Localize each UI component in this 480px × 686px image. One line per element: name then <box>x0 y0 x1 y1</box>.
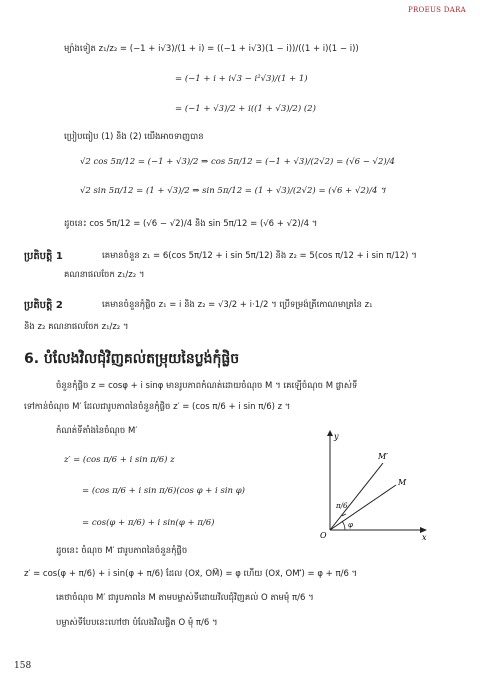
text-line: z′ = cos(φ + π/6) + i sin(φ + π/6) ដែល (Ox⃗, OM⃗) = φ ហើយ (Ox⃗, OM′⃗) = φ + π/6 ។ <box>24 569 358 579</box>
angle-label: π/6 <box>336 502 348 510</box>
x-label: x <box>422 533 427 540</box>
page-number: 158 <box>14 661 32 671</box>
text-line: ដូចនេះ ចំណុច M′ ជារូបភាពនៃចំនួនកុំផ្លិច <box>56 546 188 556</box>
text-line: ម្យ៉ាងទៀត z₁/z₂ = (−1 + i√3)/(1 + i) = ((−1 + i√3)(1 − i))/((1 + i)(1 − i)) <box>64 44 359 54</box>
text-line: បម្លាស់ទីបែបនេះហៅថា បំលែងវិលផ្ចិត O មុំ π/6 ។ <box>56 618 218 628</box>
text-line: ប្រៀបធៀប (1) និង (2) យើងអាចទាញបាន <box>64 132 204 142</box>
section-heading: 6. បំលែងវិលជុំវិញគល់តម្រុយនៃប្លង់កុំផ្លិច <box>24 351 240 367</box>
exercise-label: ប្រតិបត្តិ 1 <box>24 251 63 262</box>
exercise-text: គណនាផលចែក z₁/z₂ ។ <box>64 270 145 280</box>
text-line: = (cos π/6 + i sin π/6)(cos φ + i sin φ) <box>82 486 245 496</box>
text-line: = (−1 + √3)/2 + i((1 + √3)/2) (2) <box>175 104 316 114</box>
exercise-text: គេមានចំនួន z₁ = 6(cos 5π/12 + i sin 5π/12) និង z₂ = 5(cos π/12 + i sin π/12) ។ <box>102 251 417 261</box>
text-line: = cos(φ + π/6) + i sin(φ + π/6) <box>82 518 215 528</box>
om-prime-ray <box>330 463 383 530</box>
text-line: គេថាចំណុច M′ ជារូបភាពនៃ M តាមបម្លាស់ទីដោយវិលជុំវិញគល់ O តាមមុំ π/6 ។ <box>56 593 314 603</box>
m-prime-label: M′ <box>378 452 389 461</box>
m-label: M <box>398 478 407 487</box>
origin-label: O <box>320 531 327 540</box>
text-line: ដូចនេះ cos 5π/12 = (√6 − √2)/4 និង sin 5π/12 = (√6 + √2)/4 ។ <box>64 219 318 229</box>
text-line: z′ = (cos π/6 + i sin π/6) z <box>64 455 175 465</box>
text-line: = (−1 + i + i√3 − i²√3)/(1 + 1) <box>175 74 308 84</box>
text-line: ទៅកាន់ចំណុច M′ ដែលជារូបភាពនៃចំនួនកុំផ្លិច z′ = (cos π/6 + i sin π/6) z ។ <box>24 402 291 412</box>
text-line: √2 cos 5π/12 = (−1 + √3)/2 ⇒ cos 5π/12 = (−1 + √3)/(2√2) = (√6 − √2)/4 <box>80 157 395 167</box>
phi-arc <box>342 521 345 530</box>
exercise-text: គេមានចំនួនកុំផ្លិច z₁ = i និង z₂ = √3/2 + i·1/2 ។ ប្រើទម្រង់ត្រីកោណមាត្រនៃ z₁ <box>102 300 373 310</box>
exercise-label: ប្រតិបត្តិ 2 <box>24 300 63 311</box>
y-label: y <box>334 432 339 441</box>
text-line: កំណត់ទីតាំងនៃចំណុច M′ <box>56 426 138 436</box>
header-author: PROEUS DARA <box>407 6 466 14</box>
rotation-diagram <box>290 430 430 540</box>
y-arrow <box>327 430 333 436</box>
text-line: ចំនួនកុំផ្លិច z = cosφ + i sinφ មានរូបភាពកំណត់ដោយចំណុច M ។ គេឡើចំណុច M ផ្លាស់ទី <box>56 381 358 391</box>
exercise-text: និង z₂ គណនាផលចែក z₁/z₂ ។ <box>24 322 129 332</box>
text-line: √2 sin 5π/12 = (1 + √3)/2 ⇒ sin 5π/12 = (1 + √3)/(2√2) = (√6 + √2)/4 ។ <box>80 186 386 196</box>
phi-label: φ <box>348 521 353 529</box>
